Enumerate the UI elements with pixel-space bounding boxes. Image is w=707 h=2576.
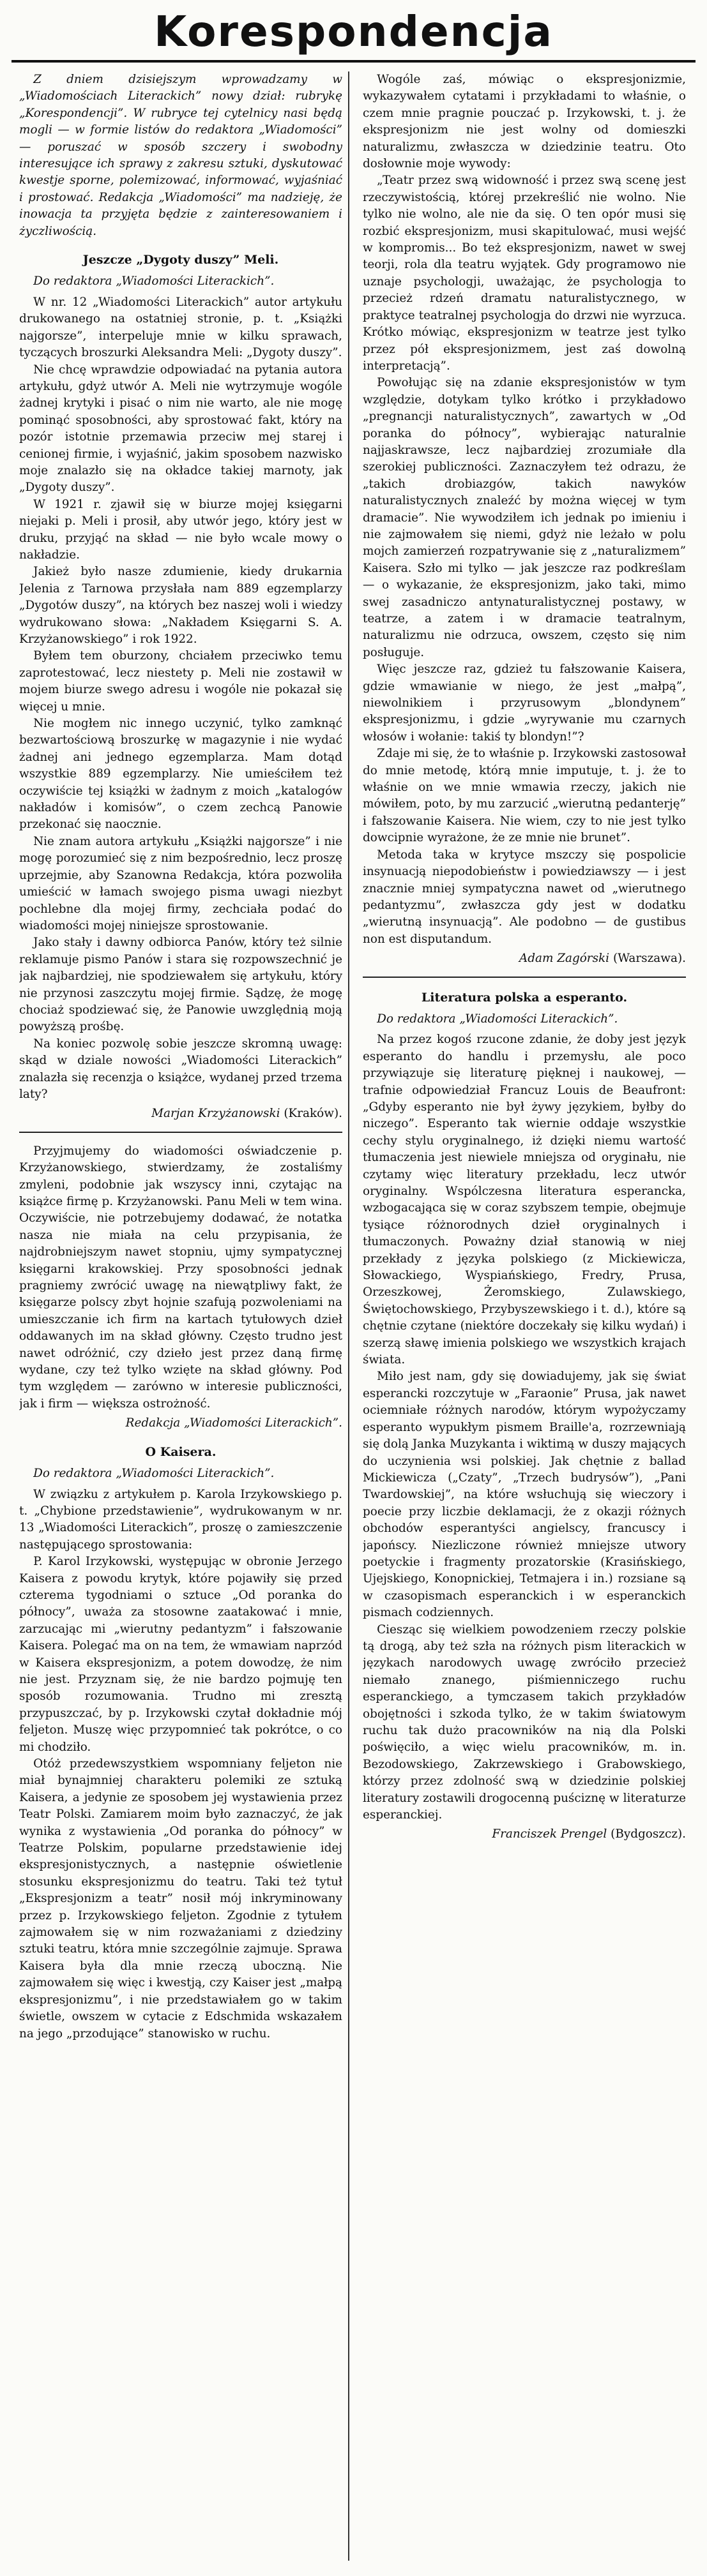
section-divider — [19, 1132, 342, 1133]
letter-paragraph: W nr. 12 „Wiadomości Literackich” autor artykułu drukowanego na ostatniej stronie, p. t. „Książki najgorsze”, interpeluje mnie w kilku sprawach, tyczących broszurki Aleksandra Meli: „Dygoty duszy”. — [19, 295, 342, 360]
signature-name: Franciszek Prengel — [492, 1827, 607, 1841]
letter-paragraph: Na przez kogoś rzucone zdanie, że doby jest język esperanto do handlu i przemysłu, ale poco przywiązuje się literaturę pięknej i naukowej, — trafnie odpowiedział Francuz Louis de Beaufront: „Gdyby esperanto nie był żywy językiem, byłby do niczego”. Esperanto tak wiernie oddaje wszystkie cechy stylu oryginalnego, iż dzięki niemu wartość tłumaczenia jest niewiele mniejsza od oryginału, nie czytamy więc literatury przekładu, lecz utwór oryginalny. Wspólczesna literatura esperancka, wzbogacająca się w coraz szybszem tempie, obejmuje tysiące różnorodnych dzieł oryginalnych i tłumaczonych. Poważny dział stanowią w niej przekłady z języka polskiego (z Mickiewicza, Słowackiego, Wyspiańskiego, Fredry, Prusa, Orzeszkowej, Żeromskiego, Zulawskiego, Świętochowskiego, Przybyszewskiego i t. d.), które są chętnie czytane (niektóre doczekały się kilku wydań) i szerzą sławę imienia polskiego we wszystkich krajach świata. — [363, 1033, 686, 1367]
letter-address: Do redaktora „Wiadomości Literackich”. — [377, 1012, 618, 1026]
intro-paragraph: Z dniem dzisiejszym wprowadzamy w „Wiadomościach Literackich” nowy dział: rubrykę „Korespondencji”. W rubryce tej cytelnicy nasi będą mogli — w formie listów do redaktora „Wiadomości” — poruszać w sposób szczery i swobodny interesujące ich sprawy z zakresu sztuki, dyskutować kwestje sporne, polemizować, informować, wyjaśniać i prostować. Redakcja „Wiadomości” ma nadzieję, że inowacja ta przyjęta będzie z zainteresowaniem i życzliwością. — [19, 73, 342, 238]
letter-signature — [363, 1826, 686, 1843]
editorial-paragraph: Przyjmujemy do wiadomości oświadczenie p. Krzyżanowskiego, stwierdzamy, że zostaliśmy zmyleni, podobnie jak wszyscy inni, czytając na książce firmę p. Krzyżanowski. Panu Meli w tem wina. Oczywiście, nie potrzebujemy dodawać, że notatka nasza nie miała na celu przypisania, że najdrobniejszym nawet stopniu, ujmy sympatycznej księgarni krakowskiej. Przy sposobności jednak pragniemy zwrócić uwagę na niewątpliwy fakt, że księgarze polscy zbyt hojnie szafują pozwoleniami na umieszczanie ich firm na kartach tytułowych dzieł oddawanych im na skład główny. Często trudno jest nawet odróżnić, czy dzieło jest przez daną firmę wydane, czy też tylko wzięte na skład główny. Pod tym względem — zarówno w interesie publiczności, jak i firm — większa ostrożność. — [19, 1144, 342, 1411]
letter-paragraph: W 1921 r. zjawił się w biurze mojej księgarni niejaki p. Meli i prosił, aby utwór jego, który jest w druku, przyjąć na skład — nie było wcale mowy o nakładzie. — [19, 497, 342, 562]
page-title: Korespondencja — [154, 7, 553, 56]
letter-title: Jeszcze „Dygoty duszy” Meli. — [82, 253, 279, 267]
masthead — [11, 5, 696, 59]
letter-paragraph: Jakież było nasze zdumienie, kiedy drukarnia Jelenia z Tarnowa przysłała nam 889 egzemplarzy „Dygotów duszy”, na których bez naszej woli i wiedzy wydrukowano słowa: „Nakładem Księgarni S. A. Krzyżanowskiego” i rok 1922. — [19, 565, 342, 646]
signature-city: (Warszawa). — [612, 952, 686, 966]
letter-signature — [19, 1105, 342, 1122]
letter-paragraph: Na koniec pozwolę sobie jeszcze skromną uwagę: skąd w dziale nowości „Wiadomości Literackich” znalazła się recenzja o książce, wydanej przed trzema laty? — [19, 1037, 342, 1101]
column-right — [363, 71, 686, 2561]
signature-city: (Bydgoszcz). — [611, 1827, 686, 1841]
letter-address: Do redaktora „Wiadomości Literackich”. — [33, 1467, 275, 1481]
signature-name: Adam Zagórski — [519, 952, 610, 966]
section-divider — [363, 977, 686, 978]
letter-title: Literatura polska a esperanto. — [421, 990, 628, 1005]
signature-city: (Kraków). — [284, 1107, 342, 1121]
signature-name: Marjan Krzyżanowski — [151, 1107, 280, 1121]
letter-signature — [363, 950, 686, 967]
letter-paragraph: Byłem tem oburzony, chciałem przeciwko temu zaprotestować, lecz niestety p. Meli nie zostawił w mojem biurze swego adresu i wogóle nie pokazał się więcej u mnie. — [19, 649, 342, 714]
letter-paragraph: P. Karol Irzykowski, występując w obronie Jerzego Kaisera z powodu krytyk, które pojawiły się przed czterema tygodniami o sztuce „Od poranka do północy”, uważa za stosowne zaatakować i mnie, zarzucając mi „wierutny pedantyzm” i fałszowanie Kaisera. Polegać ma on na tem, że wmawiam naprzód w Kaisera ekspresjonizm, a potem dowodzę, że nim nie jest. Przyznam się, że nie bardzo pojmuję ten sposób rozumowania. Trudno mi zresztą przypuszczać, by p. Irzykowski czytał dokładnie mój feljeton. Muszę więc przypomnieć tak pokrótce, o co mi chodziło. — [19, 1555, 342, 1754]
letter-paragraph: Metoda taka w krytyce mszczy się pospolicie insynuacją niepodobieństw i powiedziawszy — i jest znacznie mniej sympatyczna nawet od „wierutnego pedantyzmu”, zwłaszcza gdy jest w dodatku „wierutną insynuacją”. Ale podobno — de gustibus non est disputandum. — [363, 848, 686, 946]
column-left — [19, 71, 342, 2561]
letter-paragraph: W związku z artykułem p. Karola Irzykowskiego p. t. „Chybione przedstawienie”, wydrukowanym w nr. 13 „Wiadomości Literackich”, proszę o zamieszczenie następującego sprostowania: — [19, 1487, 342, 1552]
letter-paragraph: Wogóle zaś, mówiąc o ekspresjonizmie, wykazywałem cytatami i przykładami to właśnie, o czem mnie pragnie pouczać p. Irzykowski, t. j. że ekspresjonizm nie jest wolny od domieszki naturalizmu, zwłaszcza w dziedzinie teatru. Oto dosłownie moje wywody: — [363, 73, 686, 171]
letter-paragraph: Powołując się na zdanie ekspresjonistów w tym względzie, dotykam tylko krótko i przykładowo „pregnancji naturalistycznych”, zawartych w „Od poranka do północy”, wybierając naturalnie najjaskrawsze, lecz najbardziej zrozumiałe dla szerokiej publiczności. Zaznaczyłem też odrazu, że „takich drobiazgów, takich nawyków naturalistycznych znaleźć by można więcej w tym dramacie”. Nie wywodziłem ich jednak po imieniu i nie zajmowałem się niemi, gdyż nie leżało w polu mojch zamierzeń rozpatrywanie się z „naturalizmem” Kaisera. Szło mi tylko — jak jeszcze raz podkreślam — o wykazanie, że ekspresjonizm, jako taki, mimo swej zasadniczo antynaturalistycznej postawy, w teatrze, a zatem i w dramacie teatralnym, naturalizmu nie odrzuca, owszem, często się nim posługuje. — [363, 376, 686, 659]
editorial-signature — [19, 1415, 342, 1432]
column-divider — [348, 71, 349, 2561]
letter-paragraph: Zdaje mi się, że to właśnie p. Irzykowski zastosował do mnie metodę, którą mnie imputuje, t. j. że to właśnie on we mnie wmawia rzeczy, jakich nie mówiłem, poto, by mu zarzucić „wierutną pedanterję” i fałszowanie Kaisera. Nie wiem, czy to nie jest tylko dowcipnie wyrażone, że ze mnie nie brunet”. — [363, 747, 686, 845]
letter-paragraph: Miło jest nam, gdy się dowiadujemy, jak się świat esperancki rozczytuje w „Faraonie” Prusa, jak nawet ociemniałe różnych narodów, którym wypożyczamy esperanto wypukłym pismem Braille'a, rozrzewniają się dolą Janka Muzykanta i wiktimą w duszy mających do uczynienia wsi polskiej. Jak chętnie z ballad Mickiewicza („Czaty”, „Trzech budrysów”), „Pani Twardowskiej”, na które wsłuchują się wieczory i poecie przy liczbie deklamacji, że z okazji różnych obchodów esperantyści angielscy, francuscy i japońscy. Niezliczone również mniejsze utwory poetyckie i fragmenty prozatorskie (Krasińskiego, Ujejskiego, Konopnickiej, Tetmajera i in.) rozsiane są w czasopismach esperanckich i w esperanckich pismach codziennych. — [363, 1370, 686, 1620]
signature-name: Redakcja „Wiadomości Literackich”. — [125, 1416, 342, 1430]
letter-address: Do redaktora „Wiadomości Literackich”. — [33, 274, 275, 288]
letter-title: O Kaisera. — [145, 1444, 217, 1459]
masthead-rule — [11, 60, 696, 63]
letter-paragraph: Ciesząc się wielkiem powodzeniem rzeczy polskie tą drogą, aby też szła na różnych pism literackich w językach narodowych uwagę zwróciło przecież niemało znanego, piśmienniczego ruchu esperanckiego, a tymczasem takich przykładów obojętności i szkoda tylko, że w takim światowym ruchu tak dużo pracowników na nią dla Polski poświęciło, a więc wielu pracowników, m. in. Bezodowskiego, Zakrzewskiego i Grabowskiego, którzy przez zdolność swą w dziedzinie polskiej literatury zostawili drogocenną puściznę w literaturze esperanckiej. — [363, 1622, 686, 1822]
letter-paragraph: Nie znam autora artykułu „Książki najgorsze” i nie mogę porozumieć się z nim bezpośrednio, lecz proszę uprzejmie, aby Szanowna Redakcja, która pozwoliła umieścić w łamach swojego pisma uwagi niezbyt pochlebne dla mojej firmy, zechciała podać do wiadomości mojej niniejsze sprostowanie. — [19, 834, 342, 932]
letter-paragraph: Nie mogłem nic innego uczynić, tylko zamknąć bezwartościową broszurkę w magazynie i nie wydać żadnej ani jednego egzemplarza. Mam dotąd wszystkie 889 egzemplarzy. Nie umieściłem też oczywiście tej książki w żadnym z moich „katalogów nakładów i komisów”, o czem zechcą Panowie przekonać się naocznie. — [19, 717, 342, 832]
letter-paragraph: Nie chcę wprawdzie odpowiadać na pytania autora artykułu, gdyż utwór A. Meli nie wytrzymuje wogóle żadnej krytyki i pisać o nim nie warto, ale nie mogę pominąć sposobności, aby sprostować fakt, który na pozór istotnie przemawia przeciw mej starej i cenionej firmie, i wyjaśnić, jakim sposobem nazwisko moje znalazło się na okładce takiej marnoty, jak „Dygoty duszy”. — [19, 363, 342, 495]
letter-paragraph: Więc jeszcze raz, gdzież tu fałszowanie Kaisera, gdzie wmawianie w niego, że jest „małpą”, niewolnikiem i przyrusowym „blondynem” ekspresjonizmu, i gdzie „wyrywanie mu czarnych włosów i wołanie: takiś ty blondyn!”? — [363, 663, 686, 744]
letter-paragraph: Jako stały i dawny odbiorca Panów, który też silnie reklamuje pismo Panów i stara się rozpowszechnić je jak najbardziej, nie spodziewałem się artykułu, który nie przynosi zaszczytu mojej firmie. Sądzę, że mogę chociaż spodziewać się, że Panowie uwzględnią moją powyższą prośbę. — [19, 936, 342, 1034]
letter-paragraph: „Teatr przez swą widowność i przez swą scenę jest rzeczywistością, której przekreślić nie wolno. Nie tylko nie wolno, ale nie da się. O ten opór musi się rozbić ekspresjonizm, musi skapitulować, musi wejść w kompromis... Bo też ekspresjonizm, nawet w swej teorji, rola dla teatru wyjątek. Gdy programowo nie uznaje psychologji, uważając, że psychologja to przecież rdzeń dramatu naturalistycznego, w praktyce teatralnej psychologja do drzwi nie wyrzuca. Krótko mówiąc, ekspresjonizm w teatrze jest tylko przez pół ekspresjonizmem, jest zaś dowolną interpretacją”. — [363, 174, 686, 373]
letter-paragraph: Otóż przedewszystkiem wspomniany feljeton nie miał bynajmniej charakteru polemiki ze sztuką Kaisera, a jedynie ze sposobem jej wystawienia przez Teatr Polski. Zamiarem moim było zaznaczyć, że jak wynika z wystawienia „Od poranka do północy” w Teatrze Polskim, popularne przedstawienie idej ekspresjonistycznych, a następnie oświetlenie stosunku ekspresjonizmu do teatru. Taki też tytuł „Ekspresjonizm a teatr” nosił mój inkryminowany przez p. Irzykowskiego feljeton. Zgodnie z tytułem zajmowałem się w nim rozważaniami z dziedziny sztuki teatru, która mnie szczególnie zajmuje. Sprawa Kaisera była dla mnie rzeczą uboczną. Nie zajmowałem się więc i kwestją, czy Kaiser jest „małpą ekspresjonizmu”, i nie przedstawiałem go w takim świetle, owszem w cytacie z Edschmida wskazałem na jego „przodujące” stanowisko w ruchu. — [19, 1757, 342, 2041]
